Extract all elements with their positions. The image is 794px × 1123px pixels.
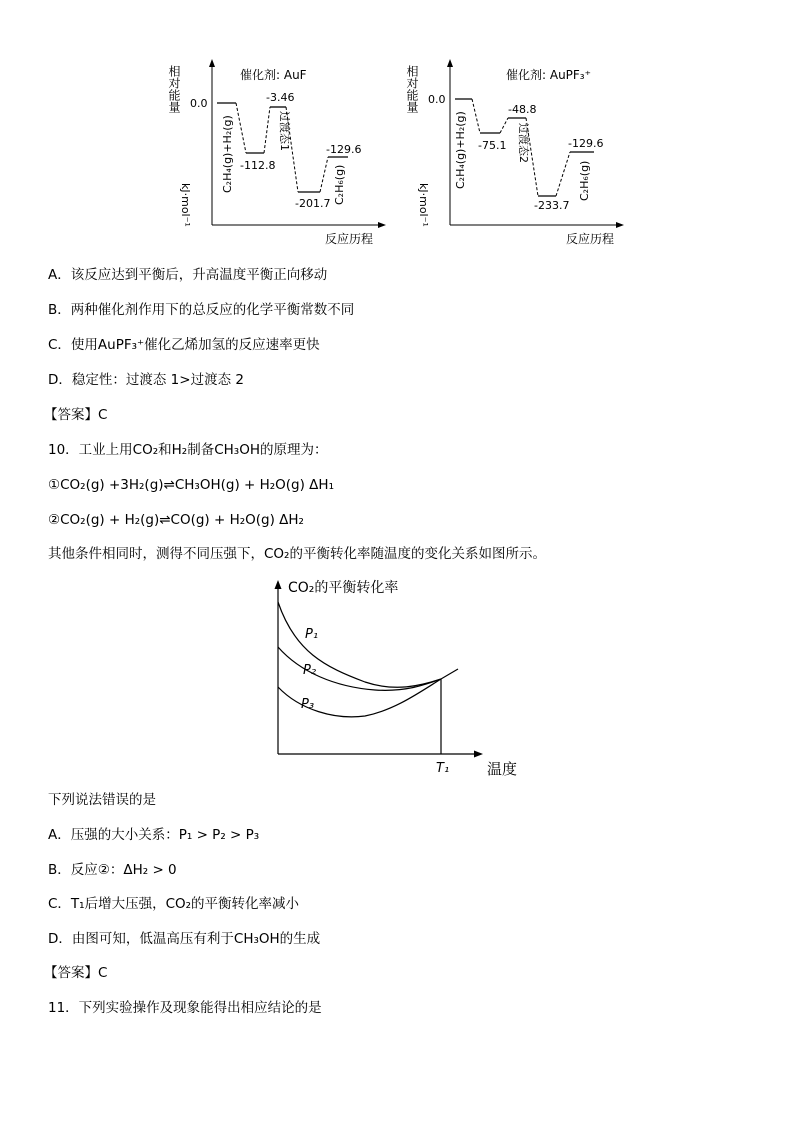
reactant-label-1: C₂H₄(g)+H₂(g) xyxy=(221,115,234,193)
label-p2: P₂ xyxy=(303,663,317,678)
intermediate-energy-2: -75.1 xyxy=(478,139,507,152)
y-unit-2: kJ·mol⁻¹ xyxy=(417,183,430,227)
q10-reaction-1: ①CO₂(g) +3H₂(g)⇌CH₃OH(g) + H₂O(g) ΔH₁ xyxy=(48,477,334,493)
q10-option-a: A．压强的大小关系：P₁ > P₂ > P₃ xyxy=(48,827,260,843)
q10-stem: 10．工业上用CO₂和H₂制备CH₃OH的原理为： xyxy=(48,442,328,458)
chart-x-label: 温度 xyxy=(487,760,518,778)
ts-energy-1: -3.46 xyxy=(266,91,295,104)
ts-label-1: 过渡态1 xyxy=(278,111,291,151)
energy-diagram-auf xyxy=(160,55,400,255)
q10-question: 下列说法错误的是 xyxy=(48,792,156,808)
q9-option-c: C．使用AuPF₃⁺催化乙烯加氢的反应速率更快 xyxy=(48,337,320,353)
ts-label-2: 过渡态2 xyxy=(517,123,530,163)
q9-option-d: D．稳定性：过渡态 1>过渡态 2 xyxy=(48,372,244,388)
label-p3: P₃ xyxy=(301,697,315,712)
product-energy-1: -129.6 xyxy=(326,143,362,156)
q9-answer: 【答案】C xyxy=(44,407,108,423)
product-label-2: C₂H₆(g) xyxy=(578,160,591,201)
q10-option-c: C．T₁后增大压强，CO₂的平衡转化率减小 xyxy=(48,896,300,912)
ts-energy-2: -48.8 xyxy=(508,103,537,116)
q9-option-a: A．该反应达到平衡后，升高温度平衡正向移动 xyxy=(48,267,328,283)
energy-diagram-aupf3 xyxy=(398,55,638,255)
q10-reaction-2: ②CO₂(g) + H₂(g)⇌CO(g) + H₂O(g) ΔH₂ xyxy=(48,512,304,528)
chart-t1-label: T₁ xyxy=(436,761,450,776)
q11-stem: 11．下列实验操作及现象能得出相应结论的是 xyxy=(48,1000,322,1016)
chart-y-label: CO₂的平衡转化率 xyxy=(288,580,399,596)
q10-condition: 其他条件相同时，测得不同压强下，CO₂的平衡转化率随温度的变化关系如图所示。 xyxy=(48,546,546,562)
y-unit-1: kJ·mol⁻¹ xyxy=(179,183,192,227)
product-label-1: C₂H₆(g) xyxy=(333,164,346,205)
reactant-label-2: C₂H₄(g)+H₂(g) xyxy=(454,111,467,189)
label-p1: P₁ xyxy=(305,627,319,642)
catalyst-label-2: 催化剂: AuPF₃⁺ xyxy=(506,68,591,82)
y-label-1: 相对能量 xyxy=(167,65,181,113)
q10-option-d: D．由图可知，低温高压有利于CH₃OH的生成 xyxy=(48,931,321,947)
y-label-2: 相对能量 xyxy=(405,65,419,113)
low-energy-2: -233.7 xyxy=(534,199,570,212)
intermediate-energy-1: -112.8 xyxy=(240,159,276,172)
product-energy-2: -129.6 xyxy=(568,137,604,150)
x-label-1: 反应历程 xyxy=(325,232,374,246)
co2-conversion-chart xyxy=(255,572,535,784)
q10-answer: 【答案】C xyxy=(44,965,108,981)
q9-option-b: B．两种催化剂作用下的总反应的化学平衡常数不同 xyxy=(48,302,355,318)
q10-option-b: B．反应②：ΔH₂ > 0 xyxy=(48,862,177,878)
catalyst-label-1: 催化剂: AuF xyxy=(240,68,307,82)
x-label-2: 反应历程 xyxy=(566,232,615,246)
low-energy-1: -201.7 xyxy=(295,197,331,210)
zero-label-2: 0.0 xyxy=(428,93,446,106)
zero-label-1: 0.0 xyxy=(190,97,208,110)
